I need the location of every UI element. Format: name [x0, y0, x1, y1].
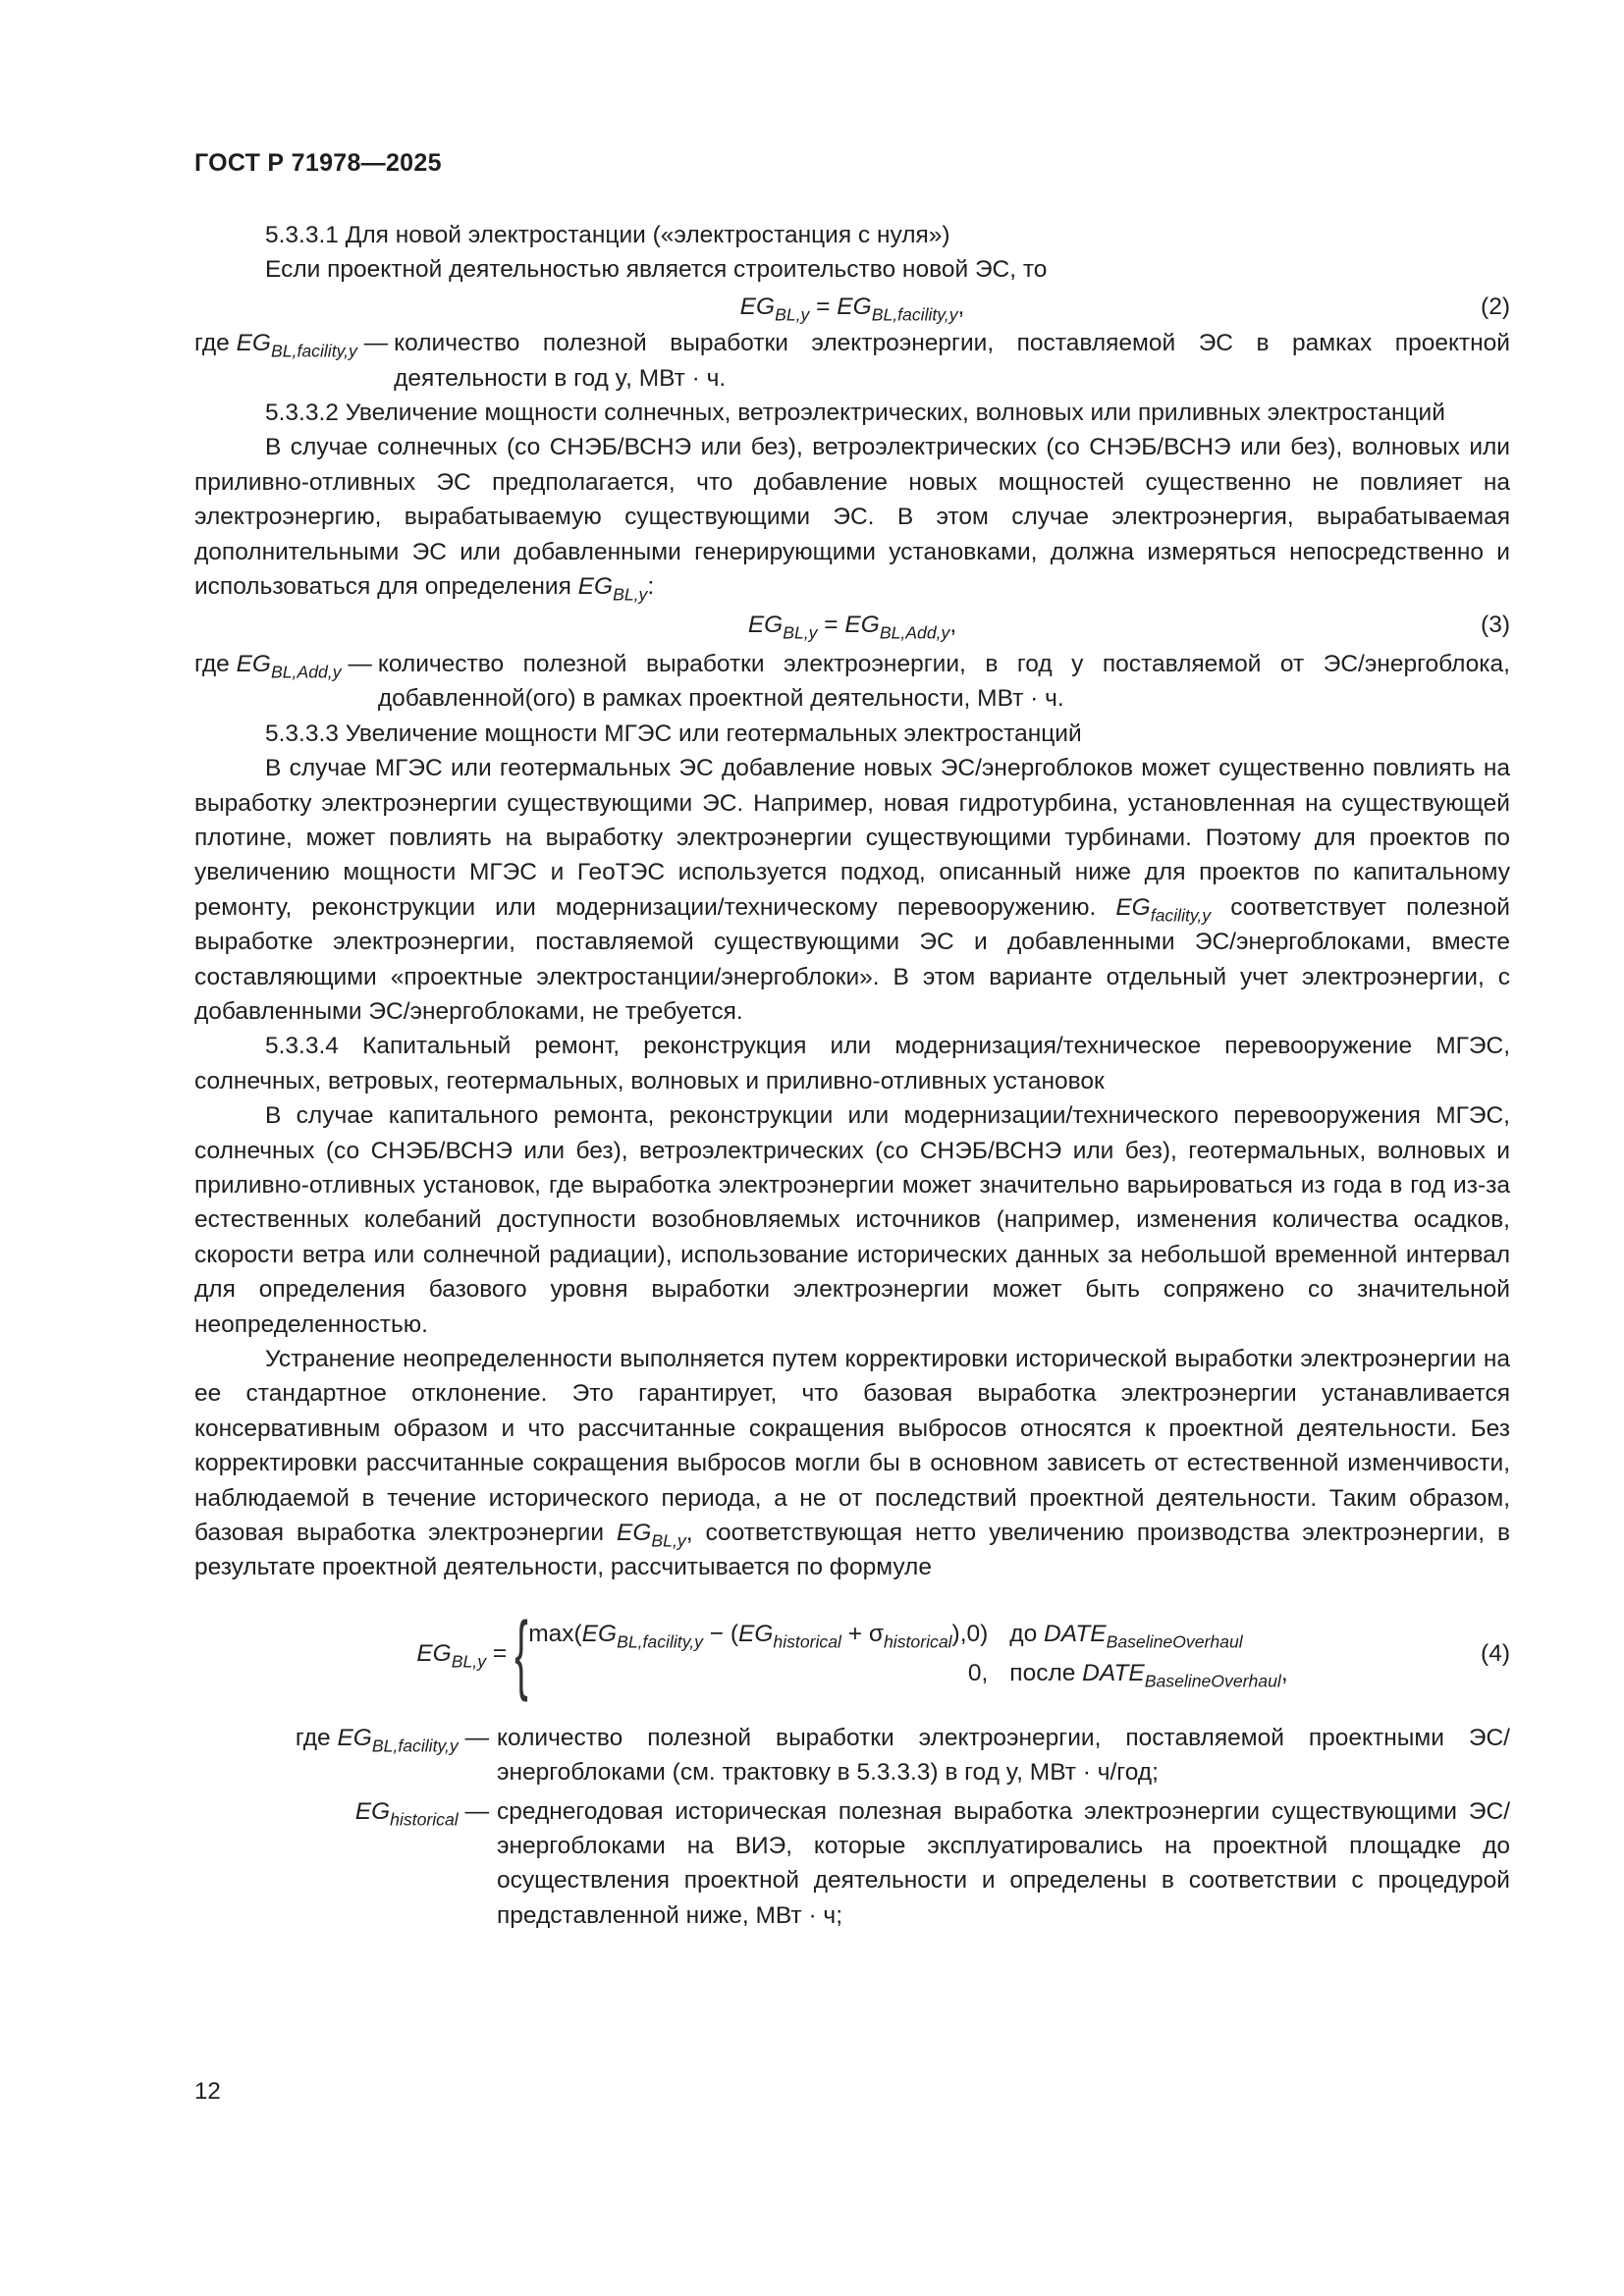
- left-brace: {: [514, 1604, 528, 1703]
- where-clause: [194, 1721, 1510, 1790]
- equation-cases: [528, 1617, 1287, 1690]
- where-term: где $EG_{BL,facility,y}$ —: [295, 1724, 489, 1756]
- paragraph: Устранение неопределенности выполняется путем корректировки исторической выработки электроэнергии на ее стандартное отклонение. Это гарантирует, что базовая выработка электроэнергии устанавливается консервативным образом и что рассчитанные сокращения выбросов относятся к проектной деятельности. Без корректировки рассчитанные сокращения выбросов могли бы в основном зависеть от естественной изменчивости, наблюдаемой в течение исторического периода, а не от последствий проектной деятельности. Таким образом, базовая выработка электроэнергии $EG_{BL,y}$, соответствующая нетто увеличению производства электроэнергии, в результате проектной деятельности, рассчитывается по формуле: [194, 1346, 1511, 1581]
- equation-lhs: $EG_{BL,y}$ =: [416, 1640, 508, 1672]
- case-1-value: $\max(EG_{BL,facility,y} - (EG_{historical} + \sigma_{historical}),0)$: [528, 1621, 989, 1653]
- section-heading-5331: 5.3.3.1 Для новой электростанции («электростанция с нуля»): [265, 222, 950, 248]
- paragraph: В случае МГЭС или геотермальных ЭС добавление новых ЭС/энергоблоков может существенно повлиять на выработку электроэнергии существующими ЭС. Например, новая гидротурбина, установленная на существующей плотине, может повлиять на выработку электроэнергии существующими турбинами. Поэтому для проектов по увеличению мощности МГЭС и ГеоТЭС используется подход, описанный ниже для проектов по капитальному ремонту, реконструкции или модернизации/техническому перевооружению. $EG_{facility,y}$ соответствует полезной выработке электроэнергии, поставляемой существующими ЭС и добавленными ЭС/энергоблоками, вместе составляющими «проектные электростанции/энергоблоки». В этом варианте отдельный учет электроэнергии, с добавленными ЭС/энергоблоками, не требуется.: [194, 755, 1510, 1025]
- where-clause: [194, 326, 1510, 396]
- paragraph: В случае капитального ремонта, реконструкции или модернизации/технического перевооружения МГЭС, солнечных (со СНЭБ/ВСНЭ или без), ветроэлектрических (со СНЭБ/ВСНЭ или без), геотермальных, волновых и приливно-отливных установок, где выработка электроэнергии может значительно варьироваться из года в год из-за естественных колебаний доступности возобновляемых источников (например, изменения количества осадков, скорости ветра или солнечной радиации), использование исторических данных за небольшой временной интервал для определения базового уровня выработки электроэнергии может быть сопряжено со значительной неопределенностью.: [194, 1102, 1510, 1338]
- equation-4: [194, 1604, 1510, 1703]
- where-clause: [194, 647, 1510, 717]
- equation-number: (4): [1481, 1640, 1510, 1668]
- section-heading-5332: 5.3.3.2 Увеличение мощности солнечных, ветроэлектрических, волновых или приливных электростанций: [265, 400, 1445, 427]
- page-number: 12: [194, 2078, 221, 2105]
- document-body: [194, 218, 1510, 1933]
- where-term: где $EG_{BL,Add,y}$ —: [194, 650, 372, 682]
- equation-body: $EG_{BL,y} = EG_{BL,facility,y}$,: [739, 293, 965, 325]
- where-term: где $EG_{BL,facility,y}$ —: [194, 330, 389, 361]
- equation-3: [194, 608, 1510, 642]
- equation-body: $EG_{BL,y} = EG_{BL,Add,y}$,: [747, 612, 957, 644]
- where-description: количество полезной выработки электроэнергии, в год y поставляемой от ЭС/энергоблока, добавленной(ого) в рамках проектной деятельности, МВт · ч.: [377, 650, 1510, 713]
- case-1-condition: до $DATE_{BaselineOverhaul}$: [1009, 1621, 1243, 1653]
- case-2-condition: после $DATE_{BaselineOverhaul}$,: [1009, 1659, 1288, 1691]
- equation-number: (2): [1481, 293, 1510, 320]
- paragraph: Если проектной деятельностью является строительство новой ЭС, то: [265, 256, 1048, 284]
- paragraph: В случае солнечных (со СНЭБ/ВСНЭ или без), ветроэлектрических (со СНЭБ/ВСНЭ или без), волновых или приливно-отливных ЭС предполагается, что добавление новых мощностей существенно не повлияет на электроэнергию, вырабатываемую существующими ЭС. В этом случае электроэнергия, вырабатываемая дополнительными ЭС или добавленными генерирующими установками, должна измеряться непосредственно и использоваться для определения $EG_{BL,y}$:: [194, 434, 1510, 605]
- equation-2: [194, 290, 1510, 324]
- section-heading-5333: 5.3.3.3 Увеличение мощности МГЭС или геотермальных электростанций: [265, 720, 1082, 747]
- where-description: количество полезной выработки электроэнергии, поставляемой проектными ЭС/энергоблоками (см. трактовку в 5.3.3.3) в год y, МВт · ч/год;: [497, 1724, 1510, 1787]
- document-header: ГОСТ Р 71978—2025: [194, 149, 442, 177]
- section-heading-5334: 5.3.3.4 Капитальный ремонт, реконструкция или модернизация/техническое перевооружение МГЭС, солнечных, ветровых, геотермальных, волновых и приливно-отливных установок: [194, 1033, 1510, 1095]
- where-description: количество полезной выработки электроэнергии, поставляемой ЭС в рамках проектной деятельности в год y, МВт · ч.: [394, 330, 1510, 392]
- equation-number: (3): [1481, 612, 1510, 639]
- where-term: $EG_{historical}$ —: [354, 1797, 489, 1830]
- case-2-value: 0,: [967, 1659, 989, 1686]
- where-clause: [194, 1794, 1510, 1934]
- where-description: среднегодовая историческая полезная выработка электроэнергии существующими ЭС/энергоблоками на ВИЭ, которые эксплуатировались на проектной площадке до осуществления проектной деятельности и определены в соответствии с процедурой представленной ниже, МВт · ч;: [497, 1797, 1510, 1929]
